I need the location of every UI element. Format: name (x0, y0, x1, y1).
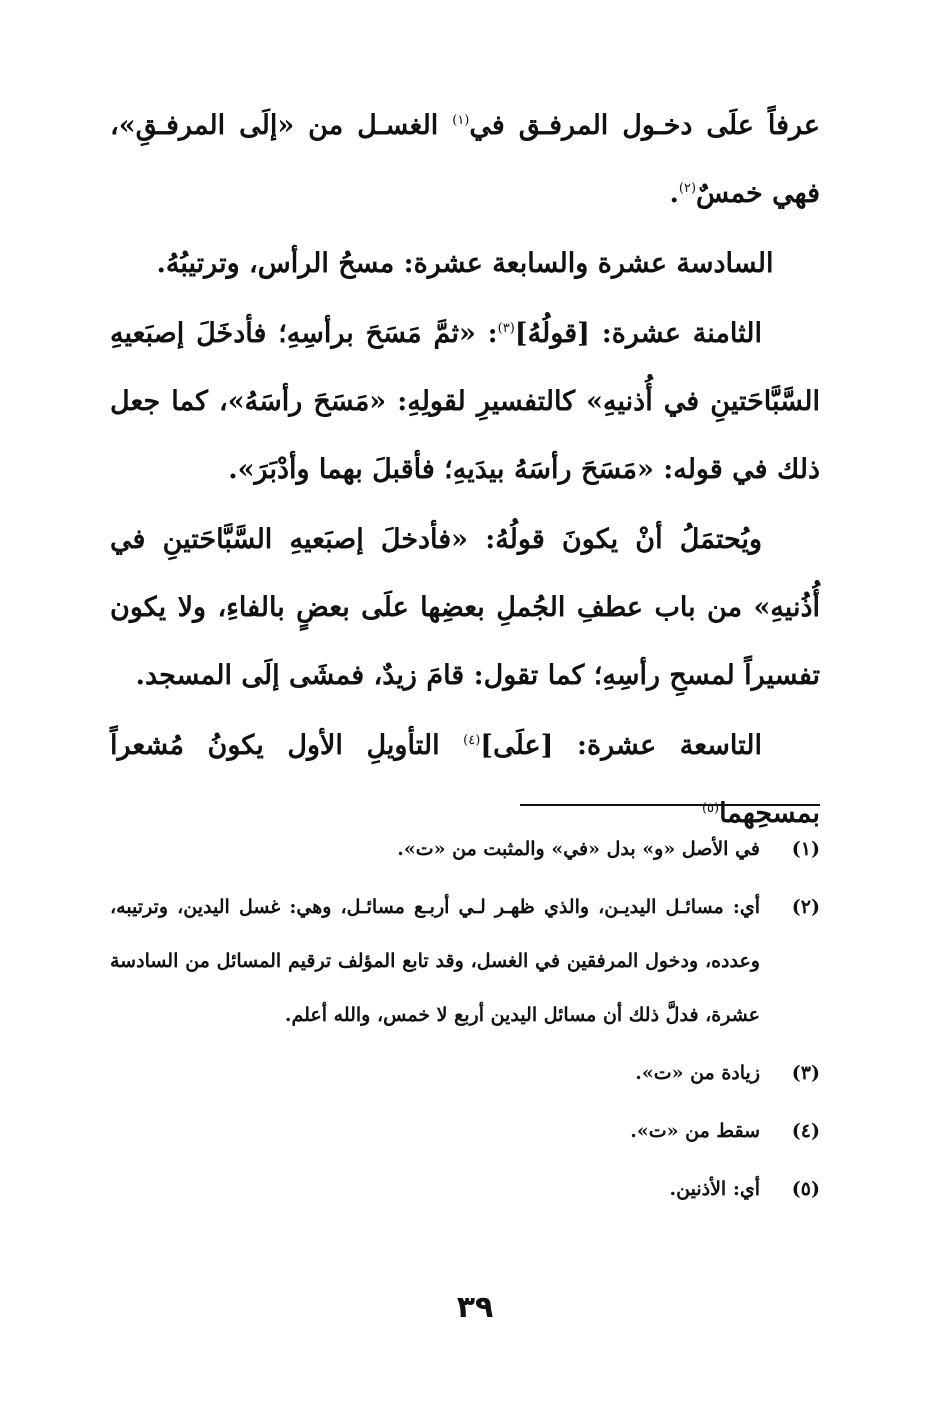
footnote-ref-2: (٢) (678, 181, 697, 196)
paragraph-1-text-c: . (669, 178, 679, 209)
paragraph-5-text-a: التاسعة عشرة: [علَى] (480, 730, 762, 761)
footnote-text: سقط من «ت». (630, 1120, 760, 1142)
page-number: ٣٩ (456, 1290, 494, 1325)
footnote-text: أي: الأذنين. (669, 1178, 760, 1200)
footnote-1 (110, 822, 820, 876)
footnote-text: أي: مسائـل اليديـن، والذي ظهـر لـي أربـع مسائـل، وهي: غسل اليدين، وترتيبه، وعدده، ودخول المرفقين في الغسل، وقد تابع المؤلف ترقيم المسائل من السادسة عشرة، فدلَّ ذلك أن مسائل اليدين أربع لا خمس، والله أعلم. (110, 896, 760, 1026)
paragraph-5-text-b: التأويلِ الأول يكونُ مُشعراً بمسحِهما (110, 730, 820, 829)
footnote-text: في الأصل «و» بدل «في» والمثبت من «ت». (397, 838, 760, 860)
paragraph-1-text-b: الغسـل من «إلَى المرفـقِ»، فهي خمسٌ (110, 110, 820, 209)
main-text-body (110, 92, 820, 850)
footnote-number: (٢) (791, 896, 820, 918)
footnote-number: (١) (791, 838, 820, 860)
footnote-4 (110, 1104, 820, 1158)
footnote-text: زيادة من «ت». (635, 1062, 760, 1084)
footnote-separator (520, 804, 820, 806)
paragraph-1-text-a: عرفاً علَى دخـول المرفـق في (469, 110, 820, 141)
footnote-ref-4: (٤) (463, 733, 481, 748)
footnote-number: (٣) (791, 1062, 820, 1084)
footnote-ref-3: (٣) (497, 321, 515, 336)
paragraph-3-text-a: الثامنة عشرة: [قولُهُ] (514, 318, 762, 349)
footnote-3 (110, 1046, 820, 1100)
footnote-5 (110, 1162, 820, 1216)
paragraph-4: ويُحتمَلُ أنْ يكونَ قولُهُ: «فأدخلَ إصبَعيهِ السَّبَّاحَتينِ في أُذُنيهِ» من باب عطفِ الجُملِ بعضِها علَى بعضٍ بالفاءِ، ولا يكون تفسيراً لمسحِ رأسِهِ؛ كما تقول: قامَ زيدٌ، فمشَى إلَى المسجد. (110, 524, 820, 691)
paragraph-3 (110, 300, 820, 504)
footnote-ref-1: (١) (452, 113, 470, 128)
footnote-ref-5: (٥) (701, 801, 720, 816)
paragraph-1 (110, 92, 820, 228)
footnote-2 (110, 880, 820, 1042)
footnotes-section (110, 822, 820, 1220)
paragraph-3-text-b: : «ثمَّ مَسَحَ برأسِهِ؛ فأدخَلَ إصبَعيهِ السَّبَّاحَتينِ في أُذنيهِ» كالتفسيرِ لقولِهِ: «مَسَحَ رأسَهُ»، كما جعل ذلك في قوله: «مَسَحَ رأسَهُ بيدَيهِ؛ فأقبلَ بهما وأدْبَرَ». (110, 318, 820, 485)
paragraph-2-heading: السادسة عشرة والسابعة عشرة: مسحُ الرأس، وترتيبُهُ. (156, 248, 774, 279)
footnote-number: (٤) (791, 1120, 820, 1142)
footnote-number: (٥) (791, 1178, 820, 1200)
